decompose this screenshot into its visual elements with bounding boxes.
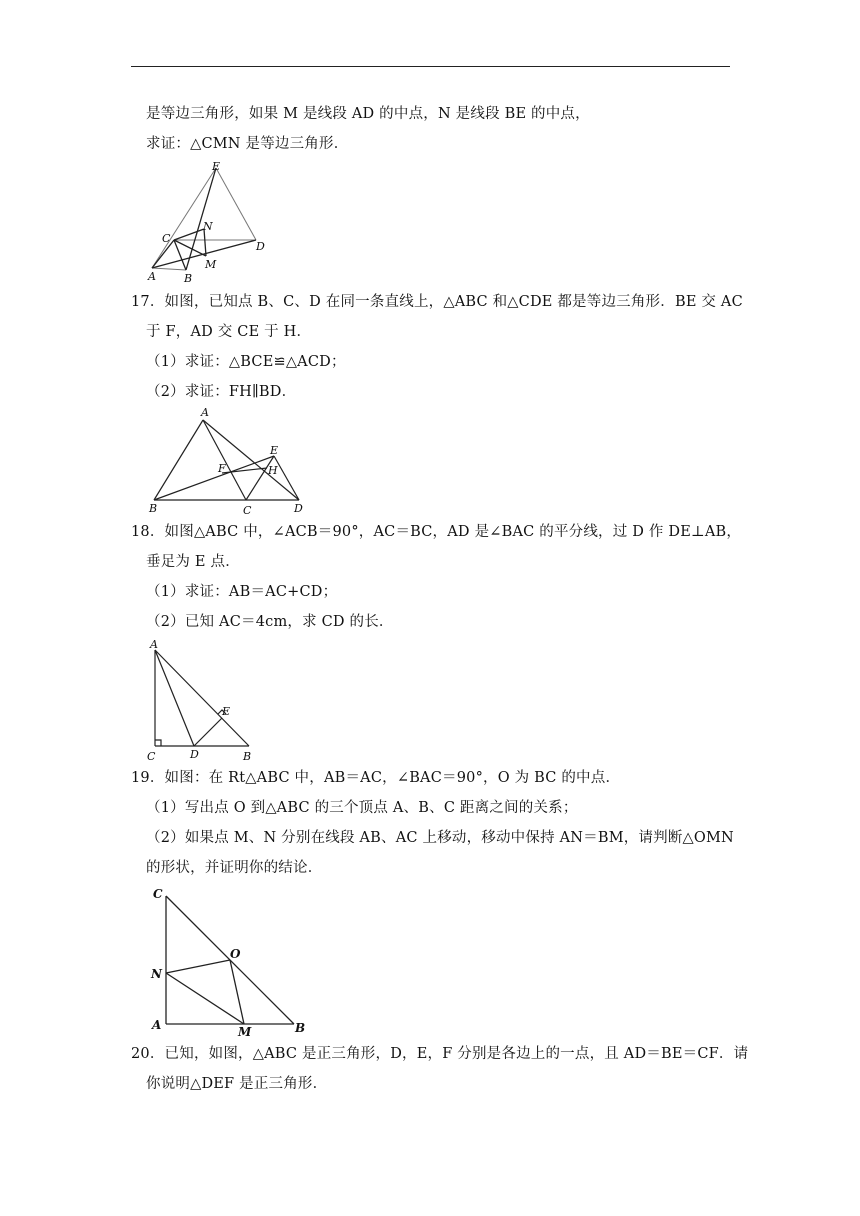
p19-label-B: B xyxy=(295,1021,306,1035)
p18-figure xyxy=(142,636,262,764)
p17-label-D: D xyxy=(294,502,303,515)
p20-text-line-2: 你说明△DEF 是正三角形． xyxy=(146,1076,328,1092)
p16-label-C: C xyxy=(162,232,171,245)
p17-text-line-3: （1）求证：△BCE≌△ACD； xyxy=(146,354,346,370)
p17-label-A: A xyxy=(201,406,209,419)
p17-label-H: H xyxy=(268,464,278,477)
p16-text-line-2: 求证：△CMN 是等边三角形． xyxy=(146,136,349,152)
p18-label-D: D xyxy=(190,748,199,761)
p17-label-B: B xyxy=(149,502,158,515)
p19-label-M: M xyxy=(238,1025,252,1038)
p17-label-E: E xyxy=(270,444,279,457)
p19-label-O: O xyxy=(230,947,241,961)
p18-text-line-1: 18．如图△ABC 中，∠ACB＝90°，AC＝BC，AD 是∠BAC 的平分线，过 D 作 DE⊥AB， xyxy=(131,524,742,540)
p18-text-line-4: （2）已知 AC＝4cm，求 CD 的长． xyxy=(146,614,394,630)
header-rule xyxy=(131,66,730,67)
p19-label-C: C xyxy=(153,887,163,901)
p20-text-line-1: 20．已知，如图，△ABC 是正三角形，D，E，F 分别是各边上的一点，且 AD＝BE＝CF．请 xyxy=(131,1046,749,1062)
p19-text-line-3: （2）如果点 M、N 分别在线段 AB、AC 上移动，移动中保持 AN＝BM，请判断△OMN xyxy=(146,830,734,846)
p18-label-B: B xyxy=(243,750,252,763)
p16-label-A: A xyxy=(148,270,156,283)
p19-text-line-4: 的形状，并证明你的结论． xyxy=(146,860,323,876)
p17-label-F: F xyxy=(218,462,226,475)
p18-text-line-2: 垂足为 E 点． xyxy=(146,554,240,570)
p18-label-A: A xyxy=(150,638,158,651)
p19-label-A: A xyxy=(152,1018,162,1032)
p18-label-E: E xyxy=(222,705,231,718)
p16-label-N: N xyxy=(203,220,213,233)
p19-label-N: N xyxy=(151,967,162,981)
p19-figure xyxy=(144,884,314,1038)
p19-text-line-2: （1）写出点 O 到△ABC 的三个顶点 A、B、C 距离之间的关系； xyxy=(146,800,578,816)
p19-text-line-1: 19．如图：在 Rt△ABC 中，AB＝AC，∠BAC＝90°，O 为 BC 的中点． xyxy=(131,770,621,786)
p16-figure xyxy=(140,158,280,286)
p16-label-M: M xyxy=(205,258,217,271)
p17-text-line-4: （2）求证：FH∥BD． xyxy=(146,384,297,400)
p17-figure xyxy=(142,404,312,518)
p18-label-C: C xyxy=(147,750,156,763)
p17-label-C: C xyxy=(243,504,252,517)
p16-label-B: B xyxy=(184,272,193,285)
p16-label-E: E xyxy=(212,160,221,173)
p17-text-line-2: 于 F，AD 交 CE 于 H． xyxy=(146,324,312,340)
p16-label-D: D xyxy=(256,240,265,253)
p16-text-line-1: 是等边三角形，如果 M 是线段 AD 的中点，N 是线段 BE 的中点， xyxy=(146,106,590,122)
p17-text-line-1: 17．如图，已知点 B、C、D 在同一条直线上，△ABC 和△CDE 都是等边三角形．BE 交 AC xyxy=(131,294,743,310)
p18-text-line-3: （1）求证：AB＝AC+CD； xyxy=(146,584,338,600)
